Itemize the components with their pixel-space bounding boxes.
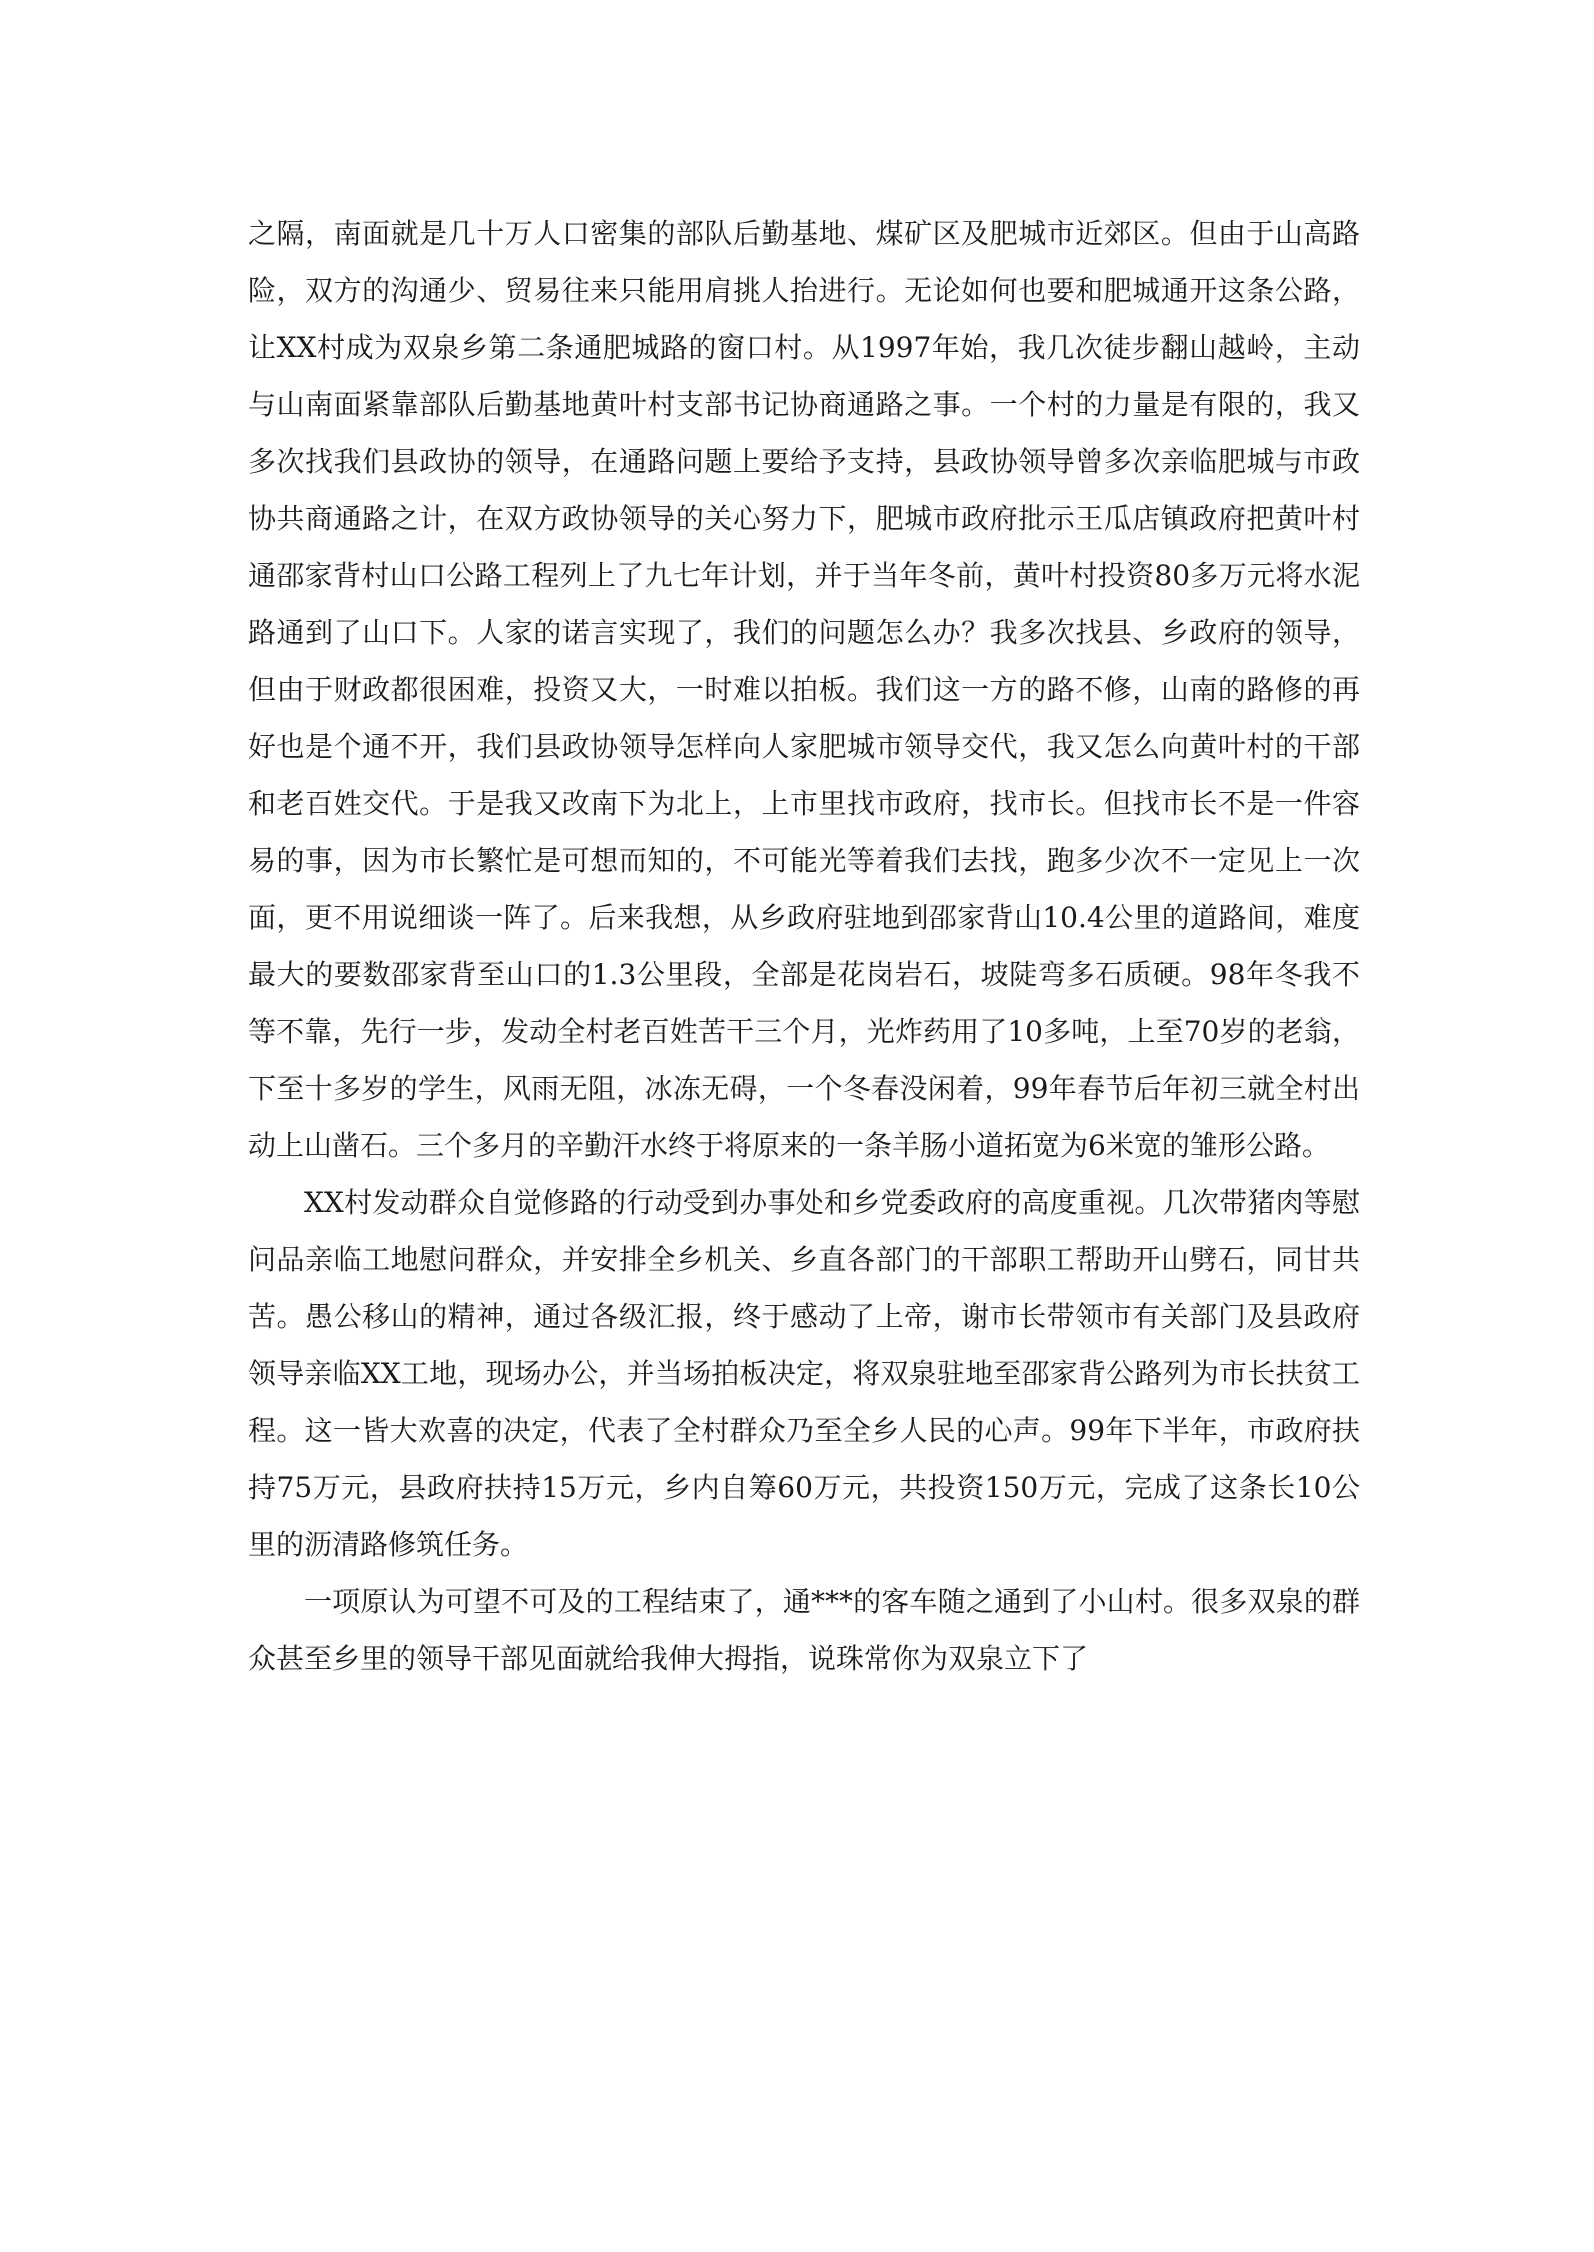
paragraph-road-project: XX村发动群众自觉修路的行动受到办事处和乡党委政府的高度重视。几次带猪肉等慰问品亲临工地慰问群众，并安排全乡机关、乡直各部门的干部职工帮助开山劈石，同甘共苦。愚公移山的精神，通过各级汇报，终于感动了上帝，谢市长带领市有关部门及县政府领导亲临XX工地，现场办公，并当场拍板决定，将双泉驻地至邵家背公路列为市长扶贫工程。这一皆大欢喜的决定，代表了全村群众乃至全乡人民的心声。99年下半年，市政府扶持75万元，县政府扶持15万元，乡内自筹60万元，共投资150万元，完成了这条长10公里的沥清路修筑任务。	[248, 1186, 1360, 1561]
paragraph-continued: 之隔，南面就是几十万人口密集的部队后勤基地、煤矿区及肥城市近郊区。但由于山高路险，双方的沟通少、贸易往来只能用肩挑人抬进行。无论如何也要和肥城通开这条公路，让XX村成为双泉乡第二条通肥城路的窗口村。从1997年始，我几次徒步翻山越岭，主动与山南面紧靠部队后勤基地黄叶村支部书记协商通路之事。一个村的力量是有限的，我又多次找我们县政协的领导，在通路问题上要给予支持，县政协领导曾多次亲临肥城与市政协共商通路之计，在双方政协领导的关心努力下，肥城市政府批示王瓜店镇政府把黄叶村通邵家背村山口公路工程列上了九七年计划，并于当年冬前，黄叶村投资80多万元将水泥路通到了山口下。人家的诺言实现了，我们的问题怎么办？我多次找县、乡政府的领导，但由于财政都很困难，投资又大，一时难以拍板。我们这一方的路不修，山南的路修的再好也是个通不开，我们县政协领导怎样向人家肥城市领导交代，我又怎么向黄叶村的干部和老百姓交代。于是我又改南下为北上，上市里找市政府，找市长。但找市长不是一件容易的事，因为市长繁忙是可想而知的，不可能光等着我们去找，跑多少次不一定见上一次面，更不用说细谈一阵了。后来我想，从乡政府驻地到邵家背山10.4公里的道路间，难度最大的要数邵家背至山口的1.3公里段，全部是花岗岩石，坡陡弯多石质硬。98年冬我不等不靠，先行一步，发动全村老百姓苦干三个月，光炸药用了10多吨，上至70岁的老翁，下至十多岁的学生，风雨无阻，冰冻无碍，一个冬春没闲着，99年春节后年初三就全村出动上山凿石。三个多月的辛勤汗水终于将原来的一条羊肠小道拓宽为6米宽的雏形公路。	[248, 217, 1360, 1162]
paragraph-bus-route: 一项原认为可望不可及的工程结束了，通***的客车随之通到了小山村。很多双泉的群众甚至乡里的领导干部见面就给我伸大拇指，说珠常你为双泉立下了	[248, 1585, 1360, 1675]
body-text	[248, 205, 1360, 1687]
